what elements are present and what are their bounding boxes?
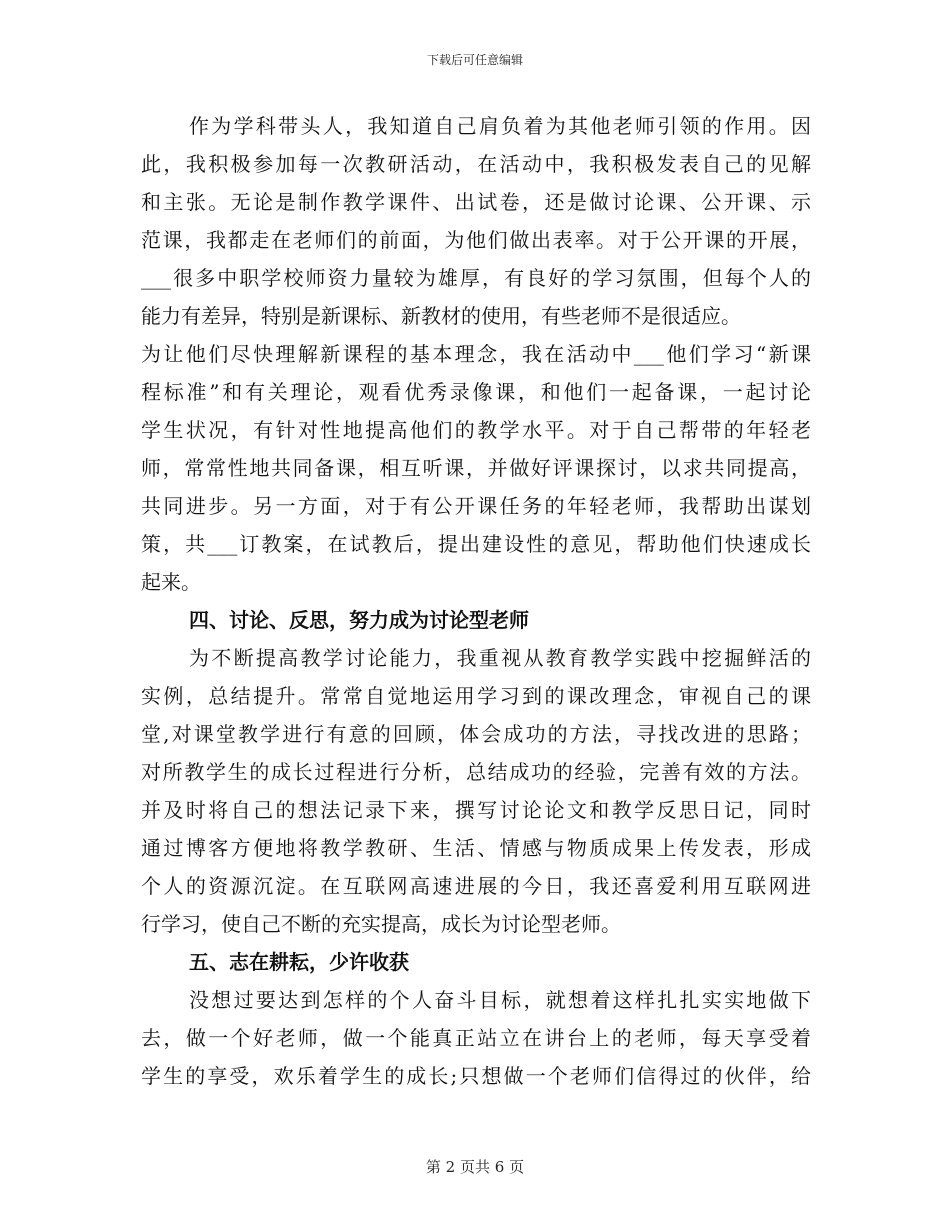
paragraph-line: 通过博客方便地将教学教研、生活、情感与物质成果上传发表，形成	[141, 836, 811, 860]
paragraph-line: 为让他们尽快理解新课程的基本理念，我在活动中___他们学习“新课	[141, 342, 811, 366]
paragraph-line: 作为学科带头人，我知道自己肩负着为其他老师引领的作用。因	[189, 114, 811, 138]
paragraph-line: 学生状况，有针对性地提高他们的教学水平。对于自己帮带的年轻老	[141, 418, 811, 442]
paragraph-line: 去，做一个好老师，做一个能真正站立在讲台上的老师，每天享受着	[141, 1026, 811, 1050]
paragraph-line: 实例，总结提升。常常自觉地运用学习到的课改理念，审视自己的课	[141, 684, 811, 708]
paragraph-line: 堂,对课堂教学进行有意的回顾，体会成功的方法，寻找改进的思路；	[141, 722, 811, 746]
paragraph-line: 此，我积极参加每一次教研活动，在活动中，我积极发表自己的见解	[141, 152, 811, 176]
page-number: 第 2 页共 6 页	[425, 1158, 525, 1176]
paragraph-line: 能力有差异，特别是新课标、新教材的使用，有些老师不是很适应。	[141, 304, 741, 328]
paragraph-line: ___很多中职学校师资力量较为雄厚，有良好的学习氛围，但每个人的	[141, 266, 811, 290]
page-header	[0, 52, 950, 68]
paragraph-line: 对所教学生的成长过程进行分析，总结成功的经验，完善有效的方法。	[141, 760, 811, 784]
paragraph-line: 没想过要达到怎样的个人奋斗目标，就想着这样扎扎实实地做下	[189, 988, 811, 1012]
paragraph-line: 学生的享受，欢乐着学生的成长;只想做一个老师们信得过的伙伴，给	[141, 1064, 811, 1088]
paragraph-line: 和主张。无论是制作教学课件、出试卷，还是做讨论课、公开课、示	[141, 190, 811, 214]
paragraph-line: 为不断提高教学讨论能力，我重视从教育教学实践中挖掘鲜活的	[189, 646, 811, 670]
page-footer	[0, 1157, 950, 1177]
paragraph-line: 策，共___订教案，在试教后，提出建设性的意见，帮助他们快速成长	[141, 532, 811, 556]
paragraph-line: 个人的资源沉淀。在互联网高速进展的今日，我还喜爱利用互联网进	[141, 874, 811, 898]
section-heading: 四、讨论、反思，努力成为讨论型老师	[189, 608, 529, 632]
header-note: 下载后可任意编辑	[426, 53, 523, 67]
paragraph-line: 起来。	[141, 570, 201, 594]
paragraph-line: 共同进步。另一方面，对于有公开课任务的年轻老师，我帮助出谋划	[141, 494, 811, 518]
paragraph-line: 师，常常性地共同备课，相互听课，并做好评课探讨，以求共同提高，	[141, 456, 811, 480]
paragraph-line: 程标准”和有关理论，观看优秀录像课，和他们一起备课，一起讨论	[141, 380, 811, 404]
paragraph-line: 行学习，使自己不断的充实提高，成长为讨论型老师。	[141, 912, 621, 936]
paragraph-line: 范课，我都走在老师们的前面，为他们做出表率。对于公开课的开展，	[141, 228, 811, 252]
paragraph-line: 并及时将自己的想法记录下来，撰写讨论论文和教学反思日记，同时	[141, 798, 811, 822]
document-body	[141, 107, 811, 1095]
section-heading: 五、志在耕耘，少许收获	[189, 950, 409, 974]
